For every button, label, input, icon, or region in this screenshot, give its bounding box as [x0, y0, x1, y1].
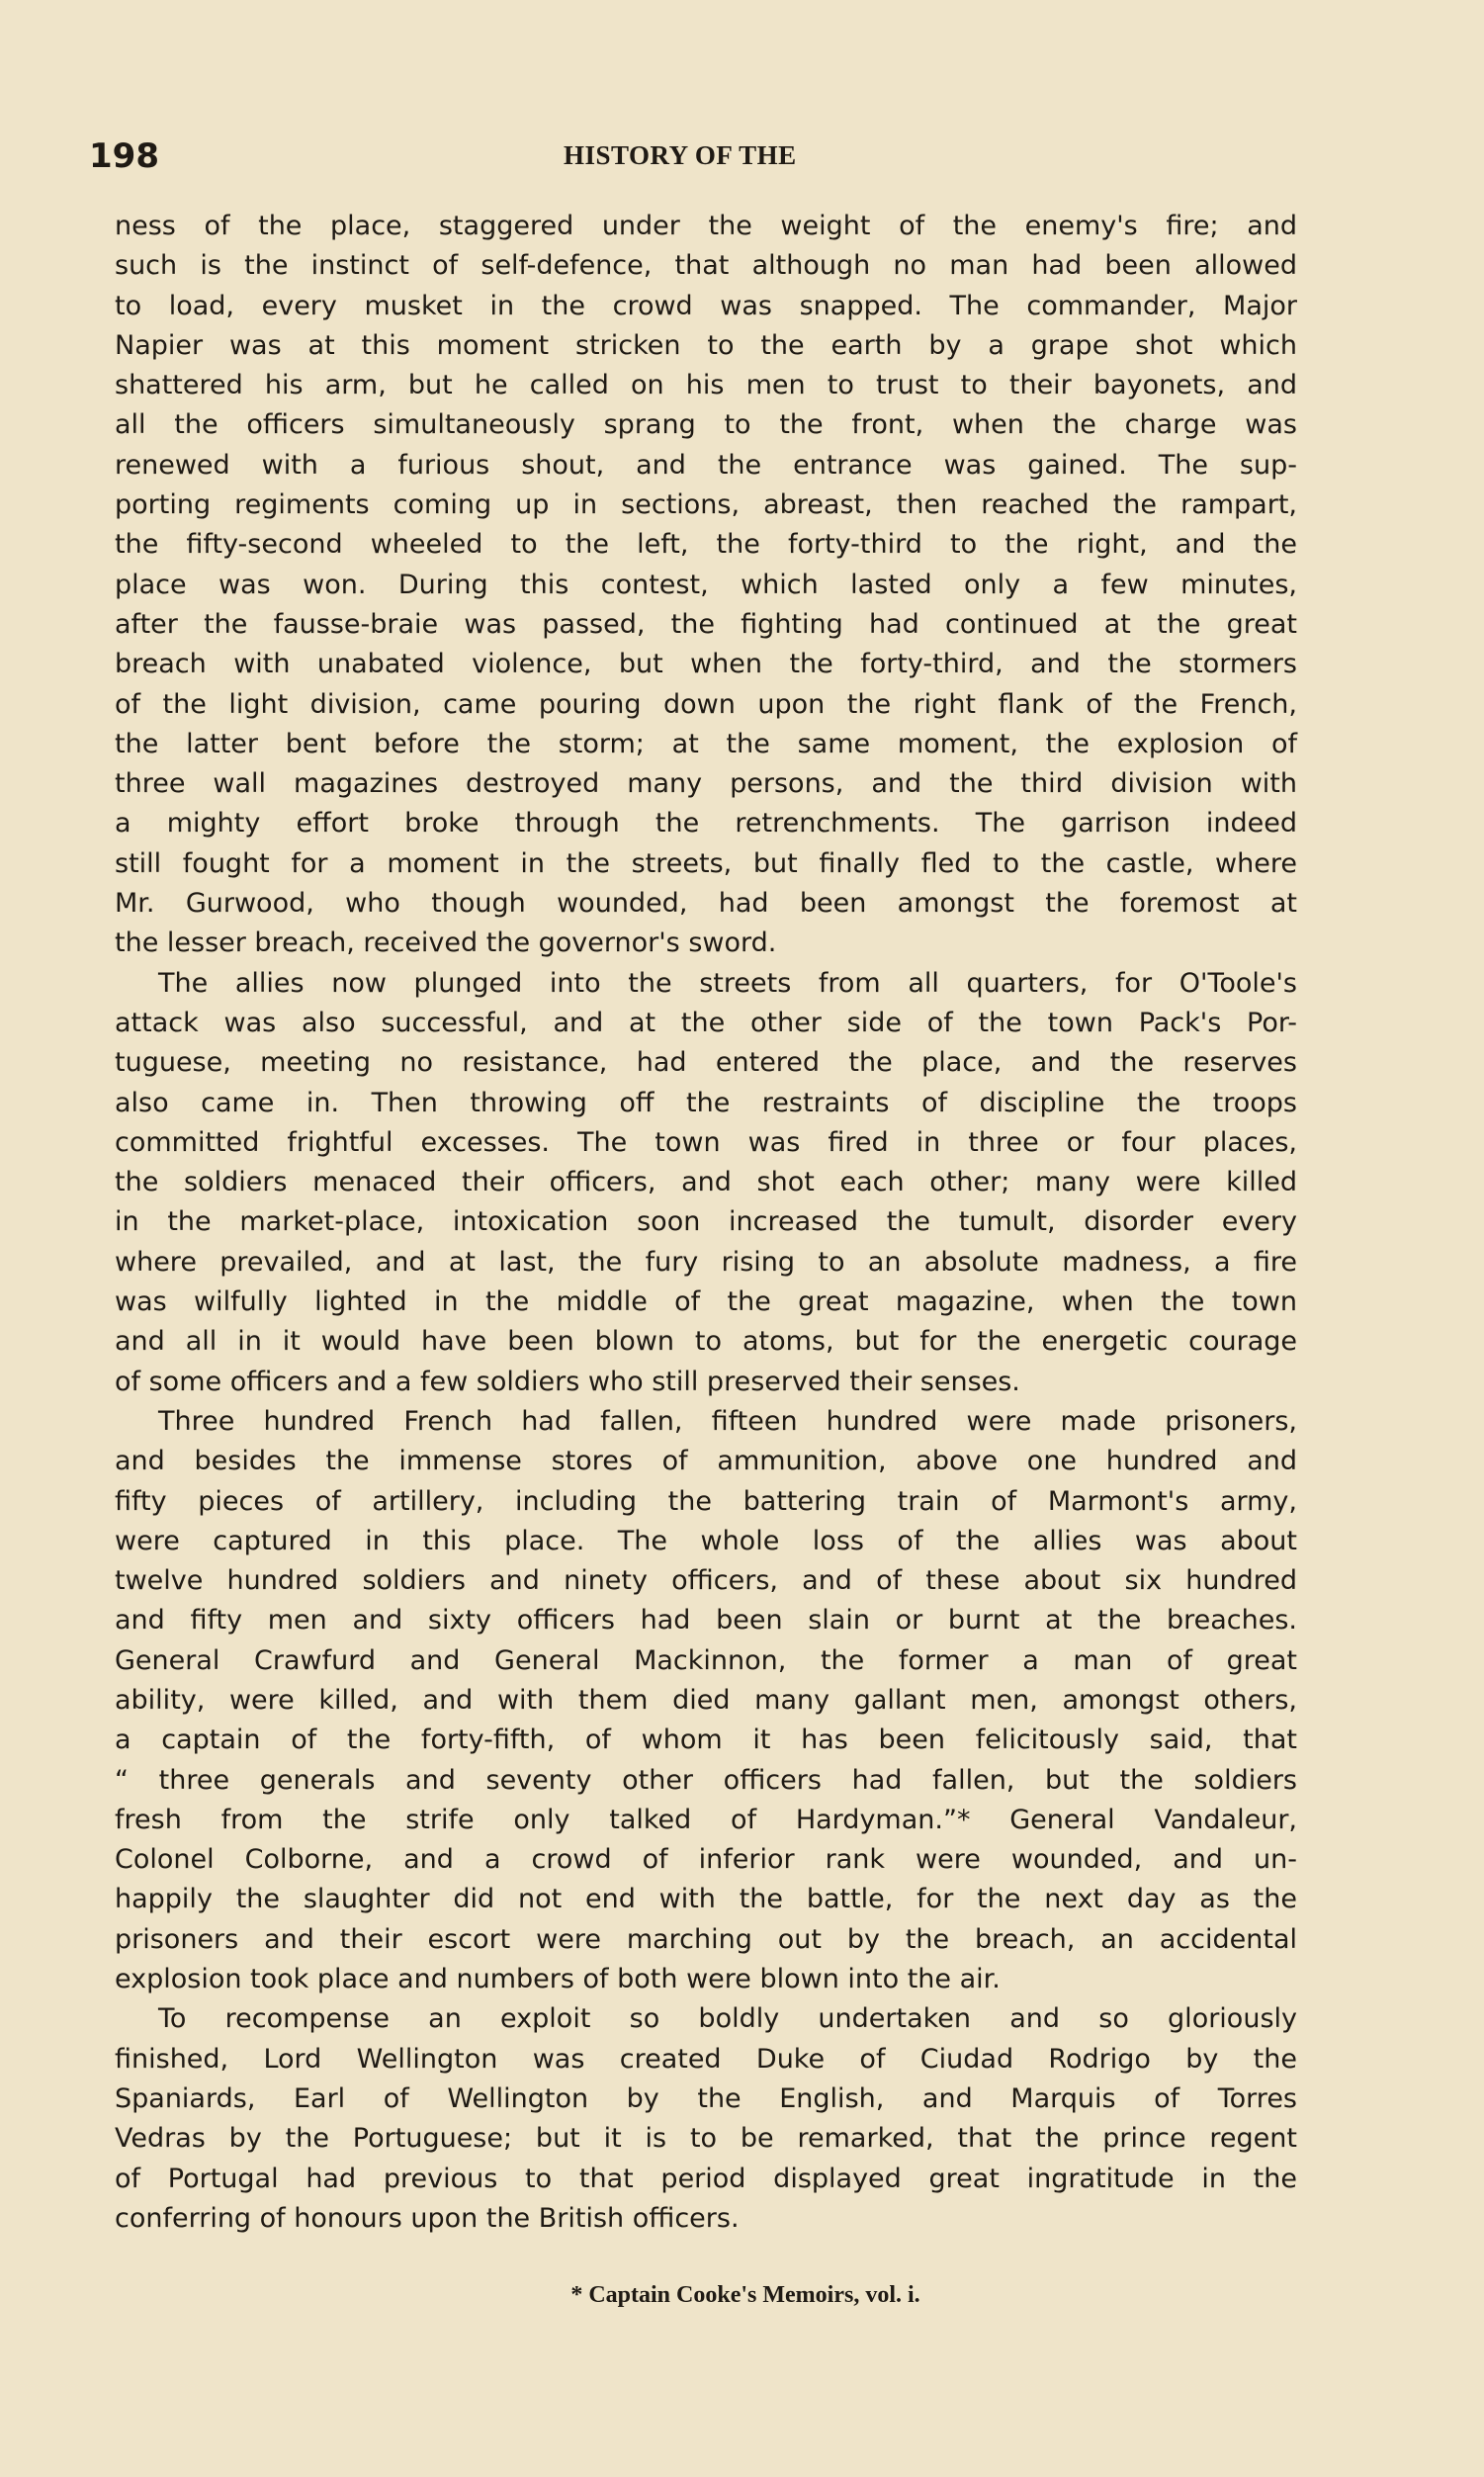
text-line: finished, Lord Wellington was created Duke of Ciudad Rodrigo by the: [115, 2043, 1297, 2075]
text-line: happily the slaughter did not end with the battle, for the next day as the: [115, 1884, 1297, 1915]
text-line: Mr. Gurwood, who though wounded, had been amongst the foremost at: [115, 888, 1297, 920]
text-line: after the fausse-braie was passed, the fighting had continued at the great: [115, 608, 1297, 640]
text-line: porting regiments coming up in sections, abreast, then reached the rampart,: [115, 489, 1297, 521]
running-head: [89, 136, 1335, 186]
paragraph-1: [115, 207, 1297, 964]
text-line: and all in it would have been blown to atoms, but for the energetic courage: [115, 1326, 1297, 1358]
text-line: The allies now plunged into the streets from all quarters, for O'Toole's: [158, 967, 1297, 999]
text-line: fresh from the strife only talked of Hardyman.”* General Vandaleur,: [115, 1804, 1297, 1835]
text-line: the lesser breach, received the governor's sword.: [115, 928, 777, 959]
paragraph-4: [115, 1999, 1297, 2239]
text-line: ability, were killed, and with them died many gallant men, amongst others,: [115, 1684, 1297, 1716]
text-line: of Portugal had previous to that period displayed great ingratitude in the: [115, 2163, 1297, 2194]
text-line: Three hundred French had fallen, fifteen hundred were made prisoners,: [158, 1405, 1297, 1437]
text-line: renewed with a furious shout, and the entrance was gained. The sup-: [115, 449, 1297, 481]
text-line: General Crawfurd and General Mackinnon, the former a man of great: [115, 1644, 1297, 1676]
text-line: of some officers and a few soldiers who still preserved their senses.: [115, 1366, 1020, 1397]
text-line: in the market-place, intoxication soon increased the tumult, disorder every: [115, 1206, 1297, 1238]
text-line: where prevailed, and at last, the fury rising to an absolute madness, a fire: [115, 1246, 1297, 1278]
text-line: were captured in this place. The whole loss of the allies was about: [115, 1525, 1297, 1556]
text-line: shattered his arm, but he called on his men to trust to their bayonets, and: [115, 370, 1297, 401]
text-line: the latter bent before the storm; at the same moment, the explosion of: [115, 728, 1297, 759]
text-line: such is the instinct of self-defence, that although no man had been allowed: [115, 250, 1297, 282]
text-line: conferring of honours upon the British officers.: [115, 2202, 740, 2234]
text-line: still fought for a moment in the streets, but finally fled to the castle, where: [115, 847, 1297, 879]
text-line: ness of the place, staggered under the weight of the enemy's fire; and: [115, 211, 1297, 241]
text-line: also came in. Then throwing off the restraints of discipline the troops: [115, 1087, 1297, 1118]
text-line: Colonel Colborne, and a crowd of inferior rank were wounded, and un-: [115, 1844, 1297, 1876]
text-line: to load, every musket in the crowd was snapped. The commander, Major: [115, 290, 1297, 321]
text-line: Vedras by the Portuguese; but it is to be remarked, that the prince regent: [115, 2123, 1297, 2155]
text-line: attack was also successful, and at the other side of the town Pack's Por-: [115, 1007, 1297, 1038]
text-line: “ three generals and seventy other officers had fallen, but the soldiers: [115, 1764, 1297, 1796]
text-line: explosion took place and numbers of both were blown into the air.: [115, 1964, 1001, 1995]
text-line: the soldiers menaced their officers, and shot each other; many were killed: [115, 1167, 1297, 1198]
text-line: place was won. During this contest, which lasted only a few minutes,: [115, 569, 1297, 600]
text-line: a mighty effort broke through the retrenchments. The garrison indeed: [115, 808, 1297, 840]
page-number: 198: [89, 136, 159, 176]
text-line: and besides the immense stores of ammunition, above one hundred and: [115, 1446, 1297, 1477]
footnote: * Captain Cooke's Memoirs, vol. i.: [570, 2282, 920, 2308]
text-line: prisoners and their escort were marching out by the breach, an accidental: [115, 1923, 1297, 1955]
text-line: tuguese, meeting no resistance, had entered the place, and the reserves: [115, 1047, 1297, 1079]
text-line: fifty pieces of artillery, including the battering train of Marmont's army,: [115, 1485, 1297, 1517]
paragraph-3: [115, 1402, 1297, 1999]
text-line: all the officers simultaneously sprang to the front, when the charge was: [115, 409, 1297, 441]
text-line: a captain of the forty-fifth, of whom it has been felicitously said, that: [115, 1725, 1297, 1756]
text-line: twelve hundred soldiers and ninety officers, and of these about six hundred: [115, 1565, 1297, 1597]
text-line: the fifty-second wheeled to the left, the forty-third to the right, and the: [115, 529, 1297, 561]
text-line: committed frightful excesses. The town was fired in three or four places,: [115, 1126, 1297, 1158]
paragraph-2: [115, 964, 1297, 1402]
text-line: Napier was at this moment stricken to the earth by a grape shot which: [115, 329, 1297, 361]
running-title: HISTORY OF THE: [564, 140, 797, 170]
text-line: three wall magazines destroyed many persons, and the third division with: [115, 768, 1297, 800]
text-line: was wilfully lighted in the middle of the great magazine, when the town: [115, 1286, 1297, 1318]
text-line: and fifty men and sixty officers had been slain or burnt at the breaches.: [115, 1605, 1297, 1637]
text-line: of the light division, came pouring down upon the right flank of the French,: [115, 688, 1297, 720]
body-text: [115, 207, 1297, 2239]
text-line: Spaniards, Earl of Wellington by the English, and Marquis of Torres: [115, 2082, 1297, 2114]
text-line: breach with unabated violence, but when the forty-third, and the stormers: [115, 649, 1297, 680]
text-line: To recompense an exploit so boldly undertaken and so gloriously: [158, 2003, 1297, 2035]
